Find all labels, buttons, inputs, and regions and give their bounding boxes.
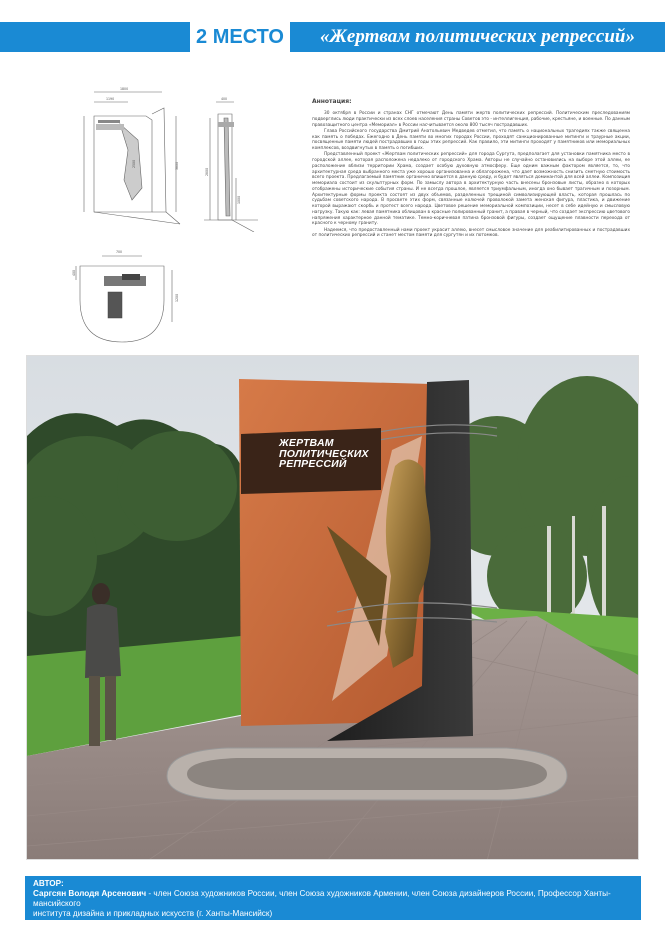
dim-label: 1800 (120, 87, 129, 91)
front-elevation-drawing (80, 80, 190, 230)
author-name: Саргсян Володя Арсенович (33, 889, 147, 898)
dim-label: 2800 (205, 167, 209, 176)
annotation-paragraph: Глава Российского государства Дмитрий Анатольевич Медведев отметил, что память о национальных трагедиях также священна как память о победах. Ежегодно в День памяти во многих городах России, проходят санкционированные митинги и траурные акции, посвященные памяти людей пострадавших в годы этих репрессий. Как правило, эти митинги проходят у памятников или мемориальных комплексов, воздвигнутых в память о погибших. (312, 128, 630, 151)
annotation-paragraph: 30 октября в России и странах СНГ отмечают День памяти жертв политических репрессий. Политическим преследованиям подверглись люди практически из всех слоев населения страны Советов это - интеллигенция, рабочие, крестьяне, и военные. По данным правозащитного центра «Мемориал» в России насчитывается около 800 тысяч пострадавших. (312, 111, 630, 128)
dim-label: 1200 (175, 293, 179, 302)
annotation-paragraph: Надеемся, что предоставленный нами проект украсит аллею, внесет смысловое значение для реабилитированных и пострадавших от политических репрессий и станет местом памяти для сургутян и их потомков. (312, 227, 630, 239)
author-credentials: - член Союза художников России, член Союза художников Армении, член Союза дизайнеров России, Профессор Ханты-мансийского (33, 889, 611, 908)
author-label: АВТОР: (33, 879, 64, 888)
annotation-title: Аннотация: (312, 98, 352, 105)
author-footer (25, 876, 641, 920)
author-line (33, 889, 633, 909)
header-left-bar (0, 22, 190, 52)
dim-label: 700 (116, 250, 123, 254)
annotation-body (312, 111, 630, 239)
poster-title: «Жертвам политических репрессий» (290, 22, 665, 52)
place-label: 2 МЕСТО (196, 26, 284, 48)
dim-label: 1190 (106, 97, 115, 101)
author-institute: института дизайна и прикладных искусств (г. Ханты-Мансийск) (33, 909, 273, 918)
dim-label: 3800 (175, 161, 179, 170)
annotation (312, 98, 630, 333)
dim-label: 400 (72, 269, 76, 276)
dim-label: 400 (221, 97, 228, 101)
monument-render (26, 355, 639, 860)
dim-label: 2500 (132, 159, 136, 168)
plan-drawing (72, 240, 194, 350)
annotation-paragraph: Представленный проект «Жертвам политических репрессий» для города Сургута, предполагает для установки памятника место в городской аллее, которая расположена недалеко от городского Храма. Авторы не случайно остановились на выборе этой аллеи, ее расположение вблизи территории Храма, создает особую духовную атмосферу. Еще одним важным фактором является, то, что архитектурная среда выбранного места уже хорошо организованна и облагорожена, что дает возможность снизить сметную стоимость всего проекта. Предлагаемый памятник органично впишется в данную среду, и будет являться доминантой для всей аллеи. Композиция мемориала состоит из скульптурных форм. По замыслу автора в архитектурную часть внесены бронзовые листы, образно в которых отображены исторические события страны. И не всегда прошлое, является триумфальным, иногда оно бывает трагичным и позорным. Архитектурные формы проекта состоят из двух объемов, разделенных трещиной символизирующей власть, которая прошлась по судьбам советского народа. В просвете этих форм, связанные колючей проволокой замета женская фигура, пластика, и движение которой выражают скорбь и протест всего народа. Цветовое решение мемориальной композиции, несет в себе идейную и смысловую нагрузку. Такую как: левая памятника облицован в красные полированный гранит, а правая в черный, что создает экспрессию цветового напряжения характерное данной тематике. Темно-коричневая патина бронзовой фигуры, создает ощущение плавности перехода от красного к черному граниту. (312, 152, 630, 227)
plaque-text: ЖЕРТВАМ ПОЛИТИЧЕСКИХ РЕПРЕССИЙ (279, 437, 369, 470)
side-elevation-drawing (198, 92, 308, 232)
dim-label: 1000 (237, 195, 241, 204)
